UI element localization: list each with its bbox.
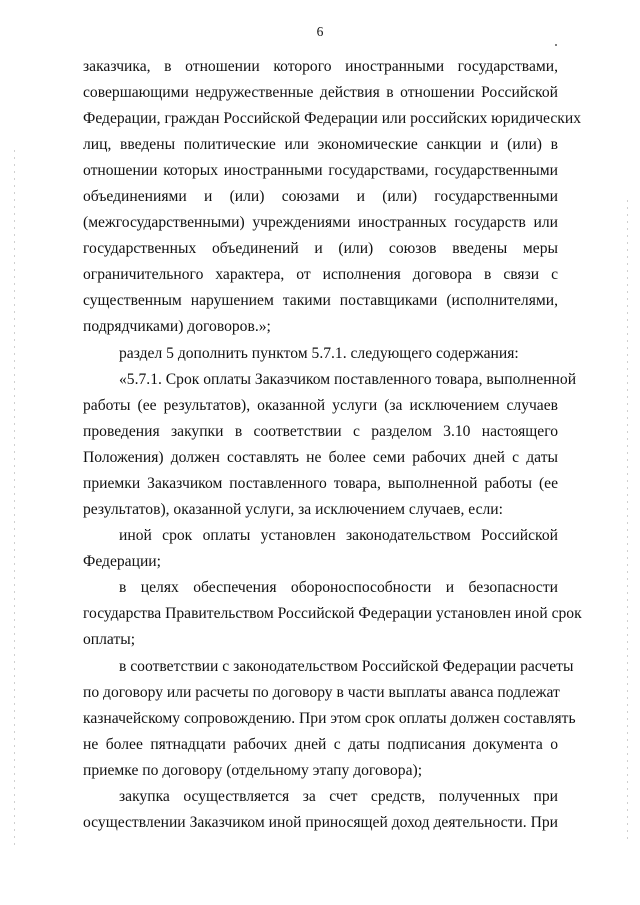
text-line: подрядчиками) договоров.»; xyxy=(83,318,271,335)
text-line: проведения закупки в соответствии с разделом 3.10 настоящего xyxy=(83,423,558,440)
text-line: объединениями и (или) союзами и (или) государственными xyxy=(83,188,558,205)
text-line: существенным нарушением такими поставщиками (исполнителями, xyxy=(83,292,558,309)
text-line: иной срок оплаты установлен законодательством Российской xyxy=(119,527,558,544)
text-line: раздел 5 дополнить пунктом 5.7.1. следующего содержания: xyxy=(119,345,519,362)
text-line: работы (ее результатов), оказанной услуги (за исключением случаев xyxy=(83,397,558,414)
text-line: приемке по договору (отдельному этапу договора); xyxy=(83,762,423,779)
text-line: по договору или расчеты по договору в части выплаты аванса подлежат xyxy=(83,684,560,701)
text-line: приемки Заказчиком поставленного товара, выполненной работы (ее xyxy=(83,475,558,492)
text-line: государственных объединений и (или) союзов введены меры xyxy=(83,240,558,257)
text-line: в целях обеспечения обороноспособности и безопасности xyxy=(119,579,558,596)
text-line: заказчика, в отношении которого иностранными государствами, xyxy=(83,58,558,75)
text-line: (межгосударственными) учреждениями иностранных государств или xyxy=(83,214,558,231)
text-line: государства Правительством Российской Федерации установлен иной срок xyxy=(83,605,582,622)
text-line: результатов), оказанной услуги, за исключением случаев, если: xyxy=(83,501,503,518)
scan-speck xyxy=(555,44,557,46)
text-line: не более пятнадцати рабочих дней с даты подписания документа о xyxy=(83,736,558,753)
text-line: «5.7.1. Срок оплаты Заказчиком поставленного товара, выполненной xyxy=(119,371,577,388)
text-line: Федерации; xyxy=(83,553,161,570)
text-line: казначейскому сопровождению. При этом срок оплаты должен составлять xyxy=(83,710,576,727)
text-line: отношении которых иностранными государствами, государственными xyxy=(83,162,558,179)
text-line: ограничительного характера, от исполнения договора в связи с xyxy=(83,266,558,283)
scan-edge-left xyxy=(14,150,15,850)
text-line: закупка осуществляется за счет средств, полученных при xyxy=(119,788,558,805)
text-line: лиц, введены политические или экономические санкции и (или) в xyxy=(83,136,558,153)
text-line: в соответствии с законодательством Российской Федерации расчеты xyxy=(119,658,574,675)
text-line: Положения) должен составлять не более семи рабочих дней с даты xyxy=(83,449,558,466)
page-number: 6 xyxy=(316,24,324,39)
text-line: осуществлении Заказчиком иной приносящей доход деятельности. При xyxy=(83,814,558,831)
scan-edge-right xyxy=(627,200,628,840)
text-line: совершающими недружественные действия в отношении Российской xyxy=(83,84,558,101)
text-line: оплаты; xyxy=(83,631,136,648)
text-line: Федерации, граждан Российской Федерации или российских юридических xyxy=(83,110,582,127)
